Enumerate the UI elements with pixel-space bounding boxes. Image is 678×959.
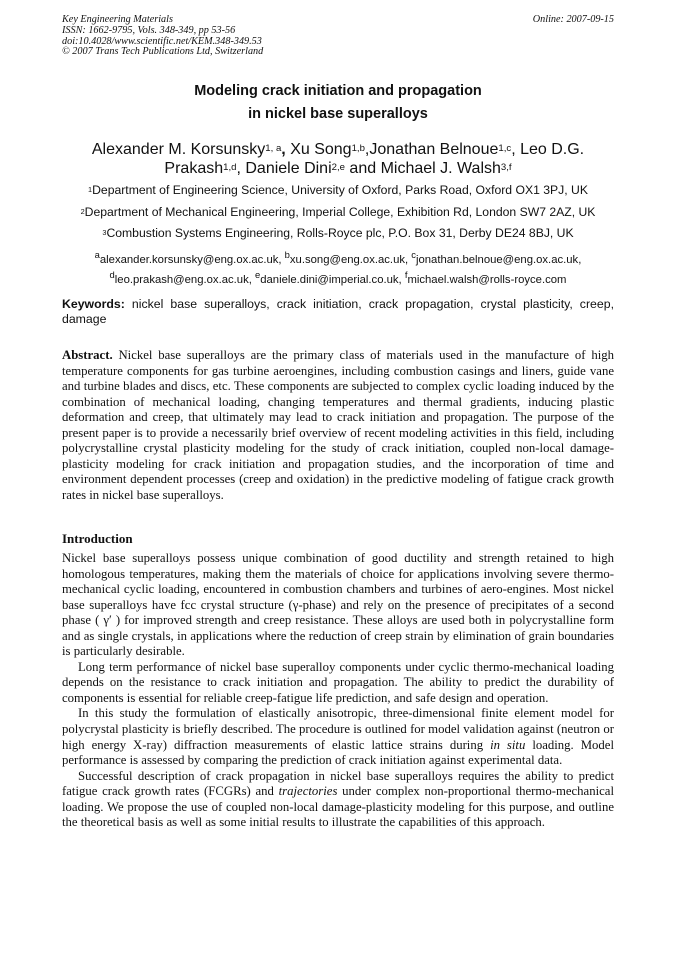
intro-p3-italic: in situ (490, 737, 526, 752)
author-sep: , (281, 141, 291, 158)
affiliation-sup: 3 (102, 228, 107, 237)
introduction-heading: Introduction (62, 531, 133, 546)
email-sup: d (109, 268, 115, 280)
author-sup: 1, a (265, 143, 282, 154)
author-sep: and (344, 160, 381, 177)
email-line-1 (62, 248, 614, 268)
intro-paragraph-4 (62, 769, 614, 831)
email-link[interactable]: alexander.korsunsky@eng.ox.ac.uk, (99, 253, 285, 266)
affiliation-sup: 2 (80, 207, 85, 216)
intro-p3-text: In this study the formulation of elastically anisotropic, three-dimensional finite element model for polycrystal plasticity is briefly described. The procedure is outlined for model validation against (neutron or high energy X-ray) diffraction measurements of elastic lattice strains during (62, 706, 614, 752)
intro-paragraph-2: Long term performance of nickel base superalloy components under cyclic thermo-mechanical loading depends on the resistance to crack initiation and propagation. The ability to predict the durability of components is essential for reliable creep-fatigue life prediction, and safe design and operation. (62, 659, 614, 705)
email-sup: b (284, 249, 290, 260)
affiliation-text: Department of Mechanical Engineering, Imperial College, Exhibition Rd, London SW7 2AZ, UK (84, 205, 596, 219)
affiliation-2 (62, 205, 614, 220)
email-list (62, 248, 614, 287)
author-sep: , (511, 141, 521, 158)
email-sup: f (404, 268, 408, 280)
author-sup: 2,e (331, 162, 345, 173)
email-sup: c (411, 249, 416, 260)
author-sup: 1,b (351, 143, 365, 154)
email-link[interactable]: leo.prakash@eng.ox.ac.uk, (114, 273, 255, 286)
author-sep: , (236, 160, 246, 177)
title-line-1: Modeling crack initiation and propagation (194, 83, 482, 99)
keywords-block (62, 297, 614, 328)
intro-paragraph-3 (62, 706, 614, 768)
introduction-body (62, 551, 614, 831)
author-list (62, 140, 614, 178)
issn-line: ISSN: 1662-9795, Vols. 348-349, pp 53-56 (62, 24, 236, 36)
abstract-label: Abstract. (62, 348, 113, 362)
email-link[interactable]: michael.walsh@rolls-royce.com (407, 273, 567, 286)
affiliation-text: Combustion Systems Engineering, Rolls-Royce plc, P.O. Box 31, Derby DE24 8BJ, UK (106, 226, 574, 240)
email-link[interactable]: xu.song@eng.ox.ac.uk, (289, 253, 412, 266)
intro-p4-text-end: under complex non-proportional thermo-mechanical loading. We propose the use of coupled non-local damage-plasticity modeling for this purpose, and outline the theoretical basis as well as some initial results to illustrate the capabilities of this approach. (62, 784, 614, 830)
journal-name: Key Engineering Materials (62, 14, 173, 25)
abstract-text: Nickel base superalloys are the primary class of materials used in the manufacture of high temperature components for gas turbine aeroengines, including combustion casings and liners, guide vane and turbine blades and discs, etc. These components are subjected to complex cyclic loading induced by the combination of mechanical loading, changing temperatures and thermal gradients, inducing plastic deformation and creep, that ultimately may lead to crack initiation and propagation. The purpose of the present paper is to provide a necessarily brief overview of recent modeling activities in this field, including polycrystalline crystal plasticity modeling for the study of crack initiation, coupled non-local damage-plasticity modeling for crack initiation and propagation studies, and the incorporation of time and environment dependent processes (creep and oxidation) in the predictive modeling of fatigue crack growth rates in nickel base superalloys. (62, 348, 614, 502)
author-name: Leo D.G. Prakash (164, 141, 585, 177)
abstract-block (62, 348, 614, 503)
intro-paragraph-1: Nickel base superalloys possess unique combination of good ductility and strength retained to high homologous temperatures, making them the materials of choice for applications involving severe thermo-mechanical cyclic loading, encountered in combustion chambers and turbines of aero-engines. Most nickel base superalloys have fcc crystal structure (γ-phase) and rely on the presence of precipitates of a second phase ( γ′ ) for improved strength and creep resistance. These alloys are used both in polycrystalline form and as single crystals, in applications where the reduction of creep strain by elimination of grain boundaries is particularly desirable. (62, 551, 614, 659)
title-line-2: in nickel base superalloys (248, 106, 428, 122)
email-sup: e (255, 268, 261, 280)
author-name: Alexander M. Korsunsky (91, 141, 266, 158)
paper-title (62, 80, 614, 126)
author-sup: 1,c (498, 143, 512, 154)
intro-p3-text-end: loading. Model performance is assessed by comparing the prediction of crack initiation against experimental data. (62, 737, 614, 768)
affiliation-text: Department of Engineering Science, University of Oxford, Parks Road, Oxford OX1 3PJ, UK (92, 183, 588, 197)
author-name: Michael J. Walsh (380, 160, 501, 177)
journal-header (62, 15, 263, 58)
copyright-line: © 2007 Trans Tech Publications Ltd, Switzerland (62, 46, 264, 58)
email-link[interactable]: jonathan.belnoue@eng.ox.ac.uk, (415, 253, 582, 266)
affiliation-1 (62, 183, 614, 198)
author-name: Jonathan Belnoue (369, 141, 499, 158)
author-sep: , (364, 141, 370, 158)
online-date: Online: 2007-09-15 (532, 14, 614, 25)
email-link[interactable]: daniele.dini@imperial.co.uk, (260, 273, 405, 286)
author-sup: 3,f (500, 162, 512, 173)
keywords-label: Keywords: (62, 297, 125, 311)
author-name: Daniele Dini (245, 160, 332, 177)
email-line-2 (62, 268, 614, 288)
intro-p4-text: Successful description of crack propagation in nickel base superalloys requires the ability to predict fatigue crack growth rates (FCGRs) and (62, 768, 614, 799)
email-sup: a (94, 249, 100, 260)
doi-line: doi:10.4028/www.scientific.net/KEM.348-349.53 (62, 35, 262, 47)
affiliation-3 (62, 226, 614, 241)
keywords-text: nickel base superalloys, crack initiation, crack propagation, crystal plasticity, creep, damage (62, 297, 614, 327)
author-name: Xu Song (290, 141, 352, 158)
affiliation-sup: 1 (88, 185, 93, 194)
intro-p4-italic: trajectories (278, 784, 338, 799)
author-sup: 1,d (223, 162, 237, 173)
